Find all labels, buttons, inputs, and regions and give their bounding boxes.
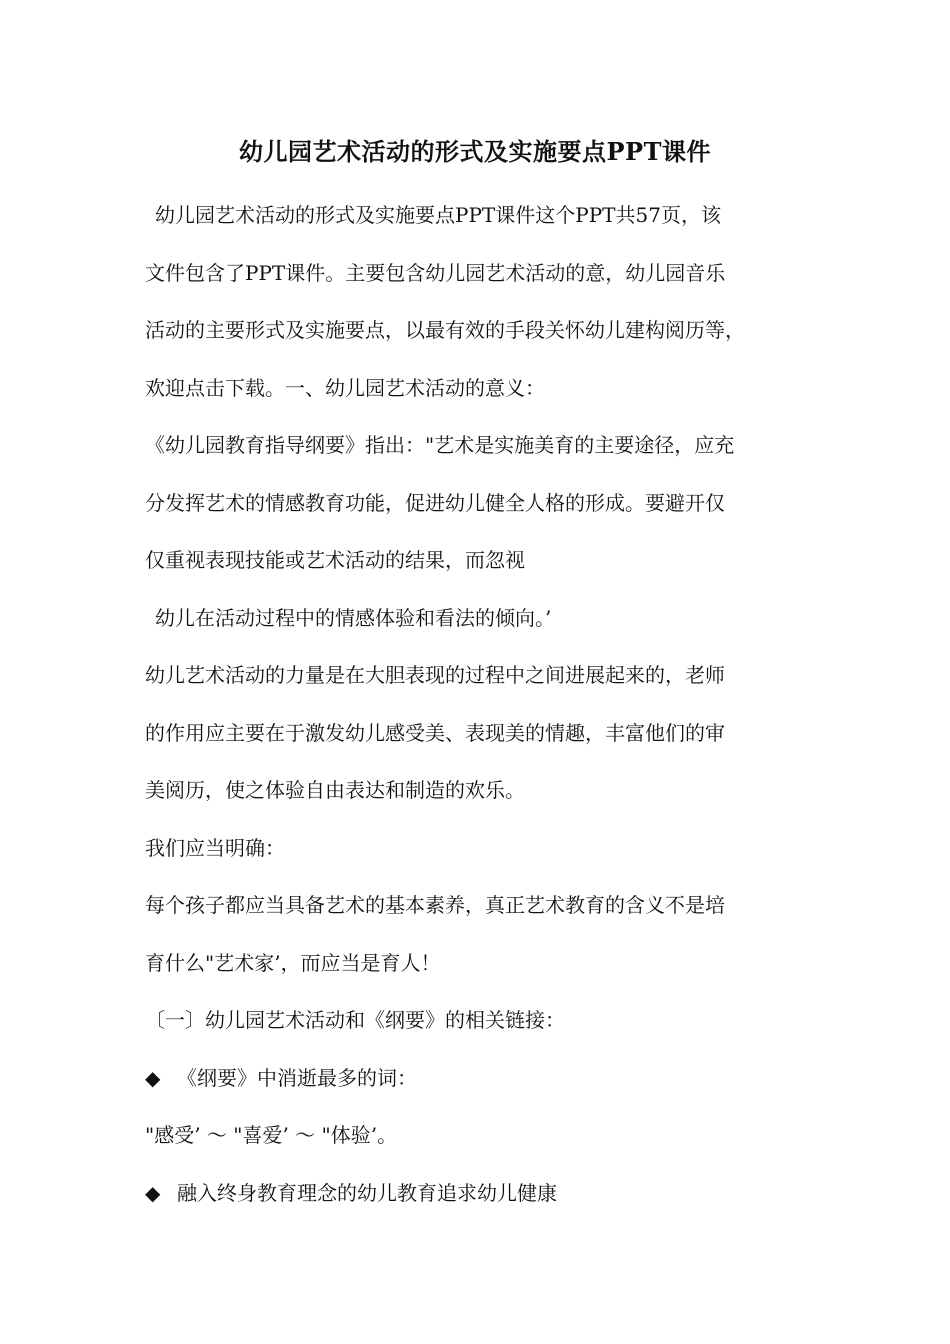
paragraph-line: 的作用应主要在于激发幼儿感受美、表现美的情趣，丰富他们的审 bbox=[145, 720, 725, 745]
document-title: 幼儿园艺术活动的形式及实施要点PPT课件 bbox=[239, 137, 711, 166]
paragraph-line: 仅重视表现技能或艺术活动的结果，而忽视 bbox=[145, 548, 525, 572]
paragraph-line: 活动的主要形式及实施要点，以最有效的手段关怀幼儿建构阅历等， bbox=[145, 318, 745, 342]
bullet-line bbox=[145, 1050, 830, 1108]
diamond-bullet-icon: ◆ bbox=[145, 1180, 161, 1205]
paragraph-line: 幼儿园艺术活动的形式及实施要点PPT课件这个PPT共57页，该 bbox=[155, 203, 721, 227]
paragraph-line: 分发挥艺术的情感教育功能，促进幼儿健全人格的形成。要避开仅 bbox=[145, 490, 725, 515]
bullet-line bbox=[145, 1165, 830, 1223]
paragraph-line: 育什么"艺术家’，而应当是育人！ bbox=[145, 950, 441, 975]
paragraph-line: 我们应当明确： bbox=[145, 835, 285, 860]
paragraph-line: 每个孩子都应当具备艺术的基本素养，真正艺术教育的含义不是培 bbox=[145, 893, 725, 917]
paragraph-line: 欢迎点击下载。一、幼儿园艺术活动的意义： bbox=[145, 375, 545, 400]
bullet-text: 融入终身教育理念的幼儿教育追求幼儿健康 bbox=[177, 1180, 557, 1205]
paragraph-line: 《幼儿园教育指导纲要》指出："艺术是实施美育的主要途径，应充 bbox=[145, 433, 735, 457]
paragraph-line: 幼儿艺术活动的力量是在大胆表现的过程中之间进展起来的，老师 bbox=[145, 663, 725, 687]
document-body bbox=[145, 187, 830, 1222]
paragraph-line: "感受’ ～ "喜爱’ ～ "体验’。 bbox=[145, 1123, 398, 1147]
bullet-text: 《纲要》中消逝最多的词： bbox=[177, 1065, 417, 1090]
paragraph-line: 幼儿在活动过程中的情感体验和看法的倾向。’ bbox=[155, 605, 552, 630]
diamond-bullet-icon: ◆ bbox=[145, 1065, 161, 1090]
paragraph-line: 美阅历，使之体验自由表达和制造的欢乐。 bbox=[145, 778, 525, 802]
paragraph-line: 〔一〕幼儿园艺术活动和《纲要》的相关链接： bbox=[145, 1008, 565, 1032]
paragraph-line: 文件包含了PPT课件。主要包含幼儿园艺术活动的意，幼儿园音乐 bbox=[145, 260, 726, 285]
